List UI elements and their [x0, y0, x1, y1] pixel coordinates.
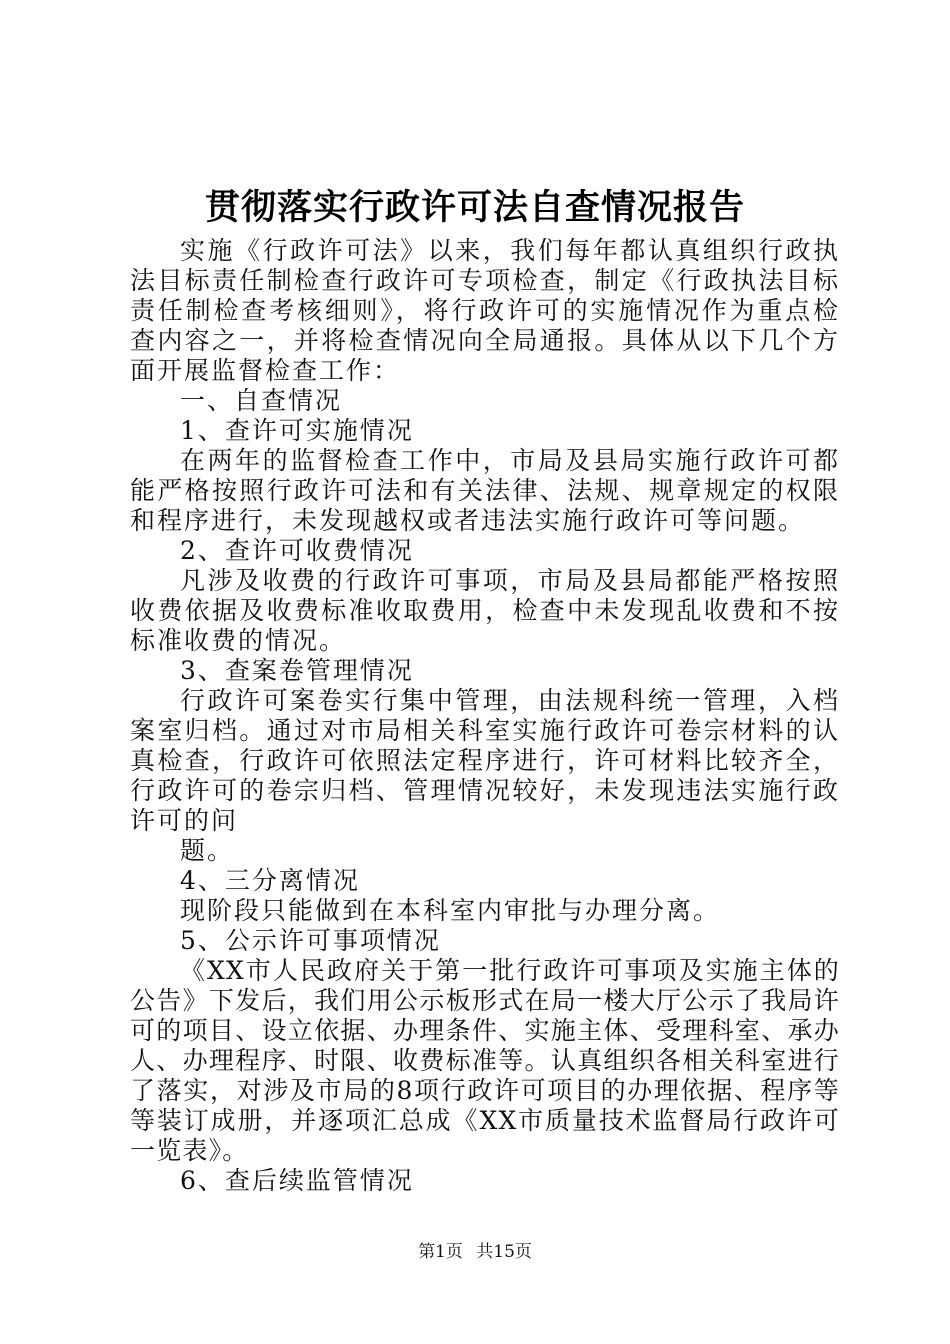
body-paragraph: 行政许可案卷实行集中管理，由法规科统一管理，入档案室归档。通过对市局相关科室实施行政许可卷宗材料的认真检查，行政许可依照法定程序进行，许可材料比较齐全，行政许可的卷宗归档、管理情况较好，未发现违法实施行政许可的问 — [130, 686, 840, 835]
document-body — [130, 236, 840, 1196]
page-title: 贯彻落实行政许可法自查情况报告 — [204, 187, 745, 228]
body-paragraph: 凡涉及收费的行政许可事项，市局及县局都能严格按照收费依据及收费标准收取费用，检查中未发现乱收费和不按标准收费的情况。 — [130, 566, 840, 655]
subsection-heading: 5、公示许可事项情况 — [180, 926, 441, 955]
subsection-heading: 1、查许可实施情况 — [180, 416, 414, 445]
subsection-heading: 2、查许可收费情况 — [180, 536, 414, 565]
page-footer — [0, 1240, 950, 1264]
subsection-heading: 6、查后续监管情况 — [180, 1166, 414, 1195]
page-number: 第1页 — [418, 1242, 463, 1262]
intro-paragraph: 实施《行政许可法》以来，我们每年都认真组织行政执法目标责任制检查行政许可专项检查，制定《行政执法目标责任制检查考核细则》，将行政许可的实施情况作为重点检查内容之一，并将检查情况向全局通报。具体从以下几个方面开展监督检查工作： — [130, 236, 840, 385]
body-paragraph: 《XX市人民政府关于第一批行政许可事项及实施主体的公告》下发后，我们用公示板形式在局一楼大厅公示了我局许可的项目、设立依据、办理条件、实施主体、受理科室、承办人、办理程序、时限、收费标准等。认真组织各相关科室进行了落实，对涉及市局的8项行政许可项目的办理依据、程序等等装订成册，并逐项汇总成《XX市质量技术监督局行政许可一览表》。 — [130, 956, 840, 1165]
body-paragraph: 现阶段只能做到在本科室内审批与办理分离。 — [180, 896, 721, 925]
page-total: 共15页 — [476, 1242, 532, 1262]
section-heading: 一、自查情况 — [180, 386, 343, 415]
body-paragraph-continuation: 题。 — [180, 836, 235, 865]
subsection-heading: 4、三分离情况 — [180, 866, 360, 895]
body-paragraph: 在两年的监督检查工作中，市局及县局实施行政许可都能严格按照行政许可法和有关法律、法规、规章规定的权限和程序进行，未发现越权或者违法实施行政许可等问题。 — [130, 446, 840, 535]
subsection-heading: 3、查案卷管理情况 — [180, 656, 414, 685]
